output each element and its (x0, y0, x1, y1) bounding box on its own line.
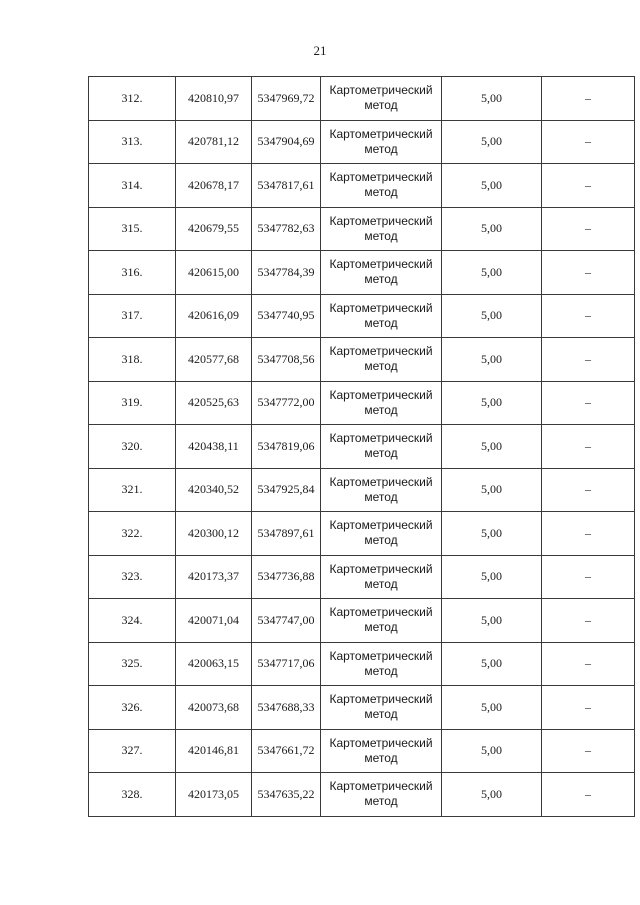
note-cell: – (542, 729, 635, 773)
method-cell (321, 555, 442, 599)
point-number-cell: 325. (89, 642, 176, 686)
method-line: метод (364, 620, 398, 635)
error-cell: 5,00 (442, 381, 542, 425)
method-cell (321, 338, 442, 382)
note-cell: – (542, 512, 635, 556)
note-cell: – (542, 468, 635, 512)
method-line: метод (364, 489, 398, 504)
method-line: Картометрический (329, 170, 433, 185)
table-row (89, 338, 635, 382)
x-coordinate-cell: 420678,17 (176, 164, 252, 208)
y-coordinate-cell: 5347736,88 (252, 555, 321, 599)
method-line: метод (364, 359, 398, 374)
method-cell (321, 468, 442, 512)
error-cell: 5,00 (442, 468, 542, 512)
table-row (89, 686, 635, 730)
page-number: 21 (313, 43, 327, 58)
point-number-cell: 319. (89, 381, 176, 425)
y-coordinate-cell: 5347782,63 (252, 207, 321, 251)
coordinates-table (88, 76, 635, 817)
point-number-cell: 318. (89, 338, 176, 382)
table-row (89, 120, 635, 164)
table-row (89, 381, 635, 425)
note-cell: – (542, 251, 635, 295)
y-coordinate-cell: 5347904,69 (252, 120, 321, 164)
x-coordinate-cell: 420300,12 (176, 512, 252, 556)
point-number-cell: 323. (89, 555, 176, 599)
method-line: Картометрический (329, 561, 433, 576)
point-number-cell: 327. (89, 729, 176, 773)
method-line: метод (364, 228, 398, 243)
note-cell: – (542, 642, 635, 686)
method-cell (321, 642, 442, 686)
x-coordinate-cell: 420173,37 (176, 555, 252, 599)
method-line: метод (364, 794, 398, 809)
x-coordinate-cell: 420438,11 (176, 425, 252, 469)
method-line: метод (364, 402, 398, 417)
method-cell (321, 251, 442, 295)
point-number-cell: 328. (89, 773, 176, 817)
note-cell: – (542, 381, 635, 425)
y-coordinate-cell: 5347661,72 (252, 729, 321, 773)
y-coordinate-cell: 5347635,22 (252, 773, 321, 817)
x-coordinate-cell: 420146,81 (176, 729, 252, 773)
table-row (89, 642, 635, 686)
point-number-cell: 317. (89, 294, 176, 338)
note-cell: – (542, 773, 635, 817)
x-coordinate-cell: 420071,04 (176, 599, 252, 643)
method-line: метод (364, 576, 398, 591)
method-line: Картометрический (329, 431, 433, 446)
method-line: Картометрический (329, 344, 433, 359)
x-coordinate-cell: 420810,97 (176, 77, 252, 121)
point-number-cell: 313. (89, 120, 176, 164)
point-number-cell: 316. (89, 251, 176, 295)
error-cell: 5,00 (442, 338, 542, 382)
point-number-cell: 315. (89, 207, 176, 251)
method-line: Картометрический (329, 518, 433, 533)
method-line: Картометрический (329, 779, 433, 794)
method-cell (321, 425, 442, 469)
method-line: метод (364, 446, 398, 461)
x-coordinate-cell: 420073,68 (176, 686, 252, 730)
y-coordinate-cell: 5347817,61 (252, 164, 321, 208)
y-coordinate-cell: 5347717,06 (252, 642, 321, 686)
y-coordinate-cell: 5347740,95 (252, 294, 321, 338)
y-coordinate-cell: 5347747,00 (252, 599, 321, 643)
method-line: метод (364, 707, 398, 722)
method-line: Картометрический (329, 735, 433, 750)
x-coordinate-cell: 420063,15 (176, 642, 252, 686)
method-line: метод (364, 141, 398, 156)
table-row (89, 773, 635, 817)
method-cell (321, 381, 442, 425)
y-coordinate-cell: 5347688,33 (252, 686, 321, 730)
table-row (89, 251, 635, 295)
method-line: Картометрический (329, 213, 433, 228)
note-cell: – (542, 555, 635, 599)
table-row (89, 207, 635, 251)
note-cell: – (542, 77, 635, 121)
x-coordinate-cell: 420173,05 (176, 773, 252, 817)
table-row (89, 164, 635, 208)
table-row (89, 77, 635, 121)
error-cell: 5,00 (442, 642, 542, 686)
method-cell (321, 207, 442, 251)
error-cell: 5,00 (442, 773, 542, 817)
table-row (89, 425, 635, 469)
y-coordinate-cell: 5347819,06 (252, 425, 321, 469)
method-line: метод (364, 315, 398, 330)
y-coordinate-cell: 5347772,00 (252, 381, 321, 425)
x-coordinate-cell: 420781,12 (176, 120, 252, 164)
error-cell: 5,00 (442, 686, 542, 730)
error-cell: 5,00 (442, 294, 542, 338)
point-number-cell: 320. (89, 425, 176, 469)
coordinates-table-body (89, 77, 635, 817)
point-number-cell: 314. (89, 164, 176, 208)
x-coordinate-cell: 420615,00 (176, 251, 252, 295)
x-coordinate-cell: 420679,55 (176, 207, 252, 251)
method-cell (321, 164, 442, 208)
method-line: Картометрический (329, 257, 433, 272)
error-cell: 5,00 (442, 77, 542, 121)
error-cell: 5,00 (442, 599, 542, 643)
x-coordinate-cell: 420525,63 (176, 381, 252, 425)
method-line: метод (364, 98, 398, 113)
table-row (89, 555, 635, 599)
note-cell: – (542, 686, 635, 730)
method-cell (321, 512, 442, 556)
y-coordinate-cell: 5347897,61 (252, 512, 321, 556)
method-cell (321, 294, 442, 338)
x-coordinate-cell: 420616,09 (176, 294, 252, 338)
error-cell: 5,00 (442, 164, 542, 208)
method-line: метод (364, 533, 398, 548)
method-line: Картометрический (329, 126, 433, 141)
method-line: Картометрический (329, 300, 433, 315)
y-coordinate-cell: 5347708,56 (252, 338, 321, 382)
note-cell: – (542, 599, 635, 643)
method-line: Картометрический (329, 692, 433, 707)
error-cell: 5,00 (442, 207, 542, 251)
error-cell: 5,00 (442, 425, 542, 469)
error-cell: 5,00 (442, 512, 542, 556)
method-cell (321, 773, 442, 817)
table-row (89, 294, 635, 338)
table-row (89, 729, 635, 773)
note-cell: – (542, 425, 635, 469)
method-line: метод (364, 272, 398, 287)
point-number-cell: 321. (89, 468, 176, 512)
y-coordinate-cell: 5347925,84 (252, 468, 321, 512)
note-cell: – (542, 338, 635, 382)
method-line: Картометрический (329, 648, 433, 663)
method-cell (321, 686, 442, 730)
point-number-cell: 322. (89, 512, 176, 556)
method-line: метод (364, 750, 398, 765)
x-coordinate-cell: 420340,52 (176, 468, 252, 512)
method-line: Картометрический (329, 387, 433, 402)
point-number-cell: 324. (89, 599, 176, 643)
method-line: метод (364, 185, 398, 200)
table-row (89, 468, 635, 512)
error-cell: 5,00 (442, 555, 542, 599)
note-cell: – (542, 294, 635, 338)
note-cell: – (542, 120, 635, 164)
x-coordinate-cell: 420577,68 (176, 338, 252, 382)
method-cell (321, 729, 442, 773)
note-cell: – (542, 207, 635, 251)
method-line: метод (364, 663, 398, 678)
table-row (89, 512, 635, 556)
y-coordinate-cell: 5347969,72 (252, 77, 321, 121)
error-cell: 5,00 (442, 729, 542, 773)
note-cell: – (542, 164, 635, 208)
method-cell (321, 120, 442, 164)
method-cell (321, 599, 442, 643)
y-coordinate-cell: 5347784,39 (252, 251, 321, 295)
table-row (89, 599, 635, 643)
error-cell: 5,00 (442, 120, 542, 164)
point-number-cell: 312. (89, 77, 176, 121)
point-number-cell: 326. (89, 686, 176, 730)
method-line: Картометрический (329, 474, 433, 489)
method-cell (321, 77, 442, 121)
method-line: Картометрический (329, 605, 433, 620)
method-line: Картометрический (329, 83, 433, 98)
error-cell: 5,00 (442, 251, 542, 295)
